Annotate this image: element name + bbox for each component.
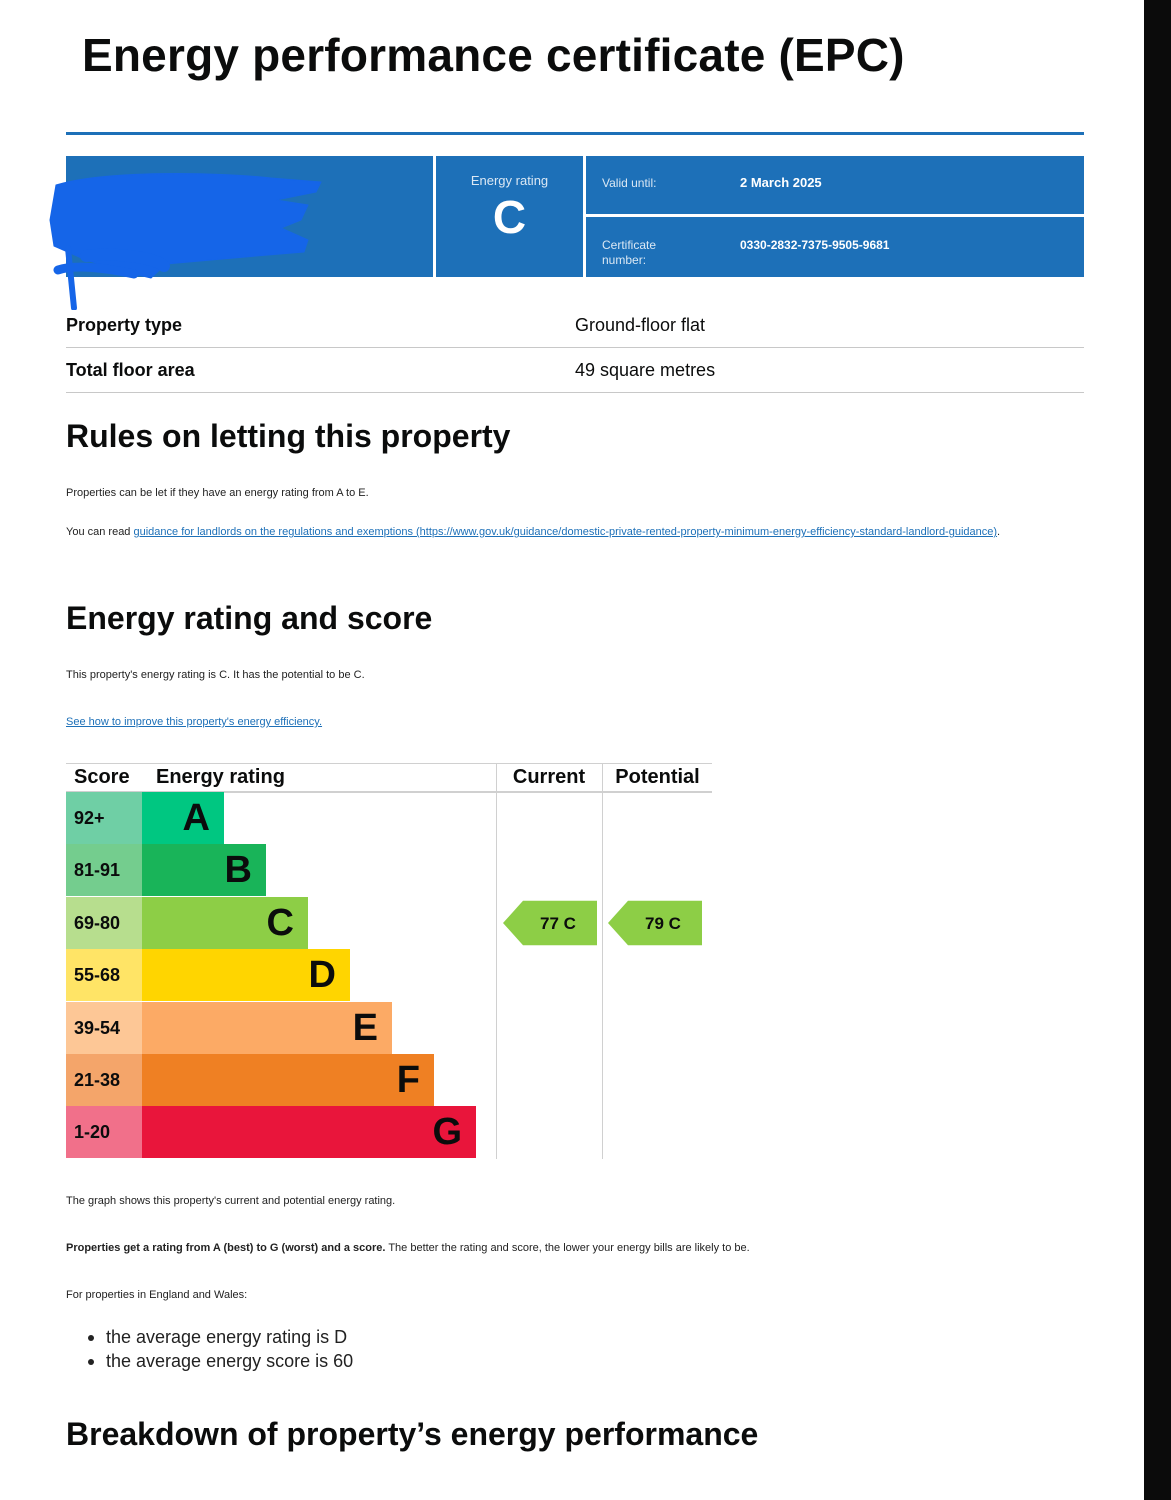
rating-band-letter: F	[396, 1059, 420, 1101]
floor-area-label: Total floor area	[66, 360, 195, 380]
rating-band-letter: E	[352, 1006, 378, 1049]
regional-intro: For properties in England and Wales:	[66, 1289, 248, 1301]
title-divider	[66, 132, 1084, 135]
energy-rating-letter: C	[492, 191, 527, 243]
breakdown-heading: Breakdown of property’s energy performance	[66, 1416, 759, 1452]
energy-rating-summary: This property's energy rating is C. It has the potential to be C.	[66, 669, 365, 681]
rating-explanation	[66, 1242, 750, 1254]
average-rating-text: the average energy rating is D	[106, 1327, 348, 1347]
rating-arrows	[66, 763, 712, 1159]
certificate-number-value: 0330-2832-7375-9505-9681	[740, 238, 890, 252]
energy-rating-heading: Energy rating and score	[66, 600, 433, 636]
score-range-g: 1-20	[66, 1106, 142, 1158]
guidance-prefix: You can read	[66, 526, 131, 538]
rating-band-letter: C	[266, 901, 294, 944]
score-range-d: 55-68	[66, 949, 142, 1001]
band-divider	[586, 214, 1084, 217]
letting-rules-text: Properties can be let if they have an energy rating from A to E.	[66, 487, 369, 499]
potential-rating-arrow-label: 79 C	[645, 914, 681, 933]
potential-column-header: Potential	[615, 766, 700, 788]
valid-until-label: Valid until:	[602, 176, 657, 190]
letting-rules-heading: Rules on letting this property	[66, 418, 511, 454]
epc-rating-chart	[66, 763, 712, 1159]
property-type-value: Ground-floor flat	[575, 315, 706, 335]
score-range-f: 21-38	[66, 1054, 142, 1106]
rating-band-letter: B	[224, 849, 252, 892]
valid-until-value: 2 March 2025	[740, 175, 822, 190]
rating-band-letter: D	[308, 954, 336, 997]
guidance-suffix: .	[997, 526, 1001, 538]
rating-band-letter: A	[182, 797, 210, 839]
bullet-icon	[88, 1335, 94, 1341]
average-score-text: the average energy score is 60	[106, 1351, 354, 1371]
address-redaction	[46, 160, 326, 310]
current-column-header: Current	[512, 766, 586, 788]
table-divider	[66, 347, 1084, 348]
landlord-guidance-text	[66, 524, 1056, 540]
rating-band-letter: G	[432, 1111, 462, 1154]
improve-efficiency-link[interactable]: See how to improve this property's energy efficiency.	[66, 716, 323, 728]
landlord-guidance-link[interactable]: guidance for landlords on the regulations and exemptions (https://www.gov.uk/guidance/domestic-private-rented-property-minimum-energy-efficiency-standard-landlord-guidance)	[133, 526, 998, 538]
rating-explanation-rest: The better the rating and score, the lower your energy bills are likely to be.	[385, 1242, 750, 1254]
list-item	[88, 1351, 353, 1372]
current-rating-arrow	[503, 901, 597, 945]
score-range-c: 69-80	[66, 897, 142, 949]
property-type-label: Property type	[66, 315, 183, 335]
potential-rating-arrow	[608, 901, 702, 945]
table-divider	[66, 392, 1084, 393]
list-item	[88, 1327, 347, 1348]
score-range-b: 81-91	[66, 844, 142, 896]
current-rating-arrow-label: 77 C	[540, 914, 576, 933]
score-column-header: Score	[74, 766, 130, 788]
floor-area-value: 49 square metres	[575, 360, 716, 380]
score-range-a: 92+	[66, 792, 142, 844]
graph-note: The graph shows this property's current and potential energy rating.	[66, 1195, 396, 1207]
bullet-icon	[88, 1359, 94, 1365]
certificate-number-label: Certificate number:	[602, 238, 657, 267]
rating-column-header: Energy rating	[156, 766, 285, 788]
score-range-e: 39-54	[66, 1002, 142, 1054]
screen-edge	[1144, 0, 1171, 1500]
page-title: Energy performance certificate (EPC)	[82, 29, 905, 81]
rating-explanation-bold: Properties get a rating from A (best) to G (worst) and a score.	[66, 1242, 386, 1254]
energy-rating-label: Energy rating	[470, 173, 549, 188]
